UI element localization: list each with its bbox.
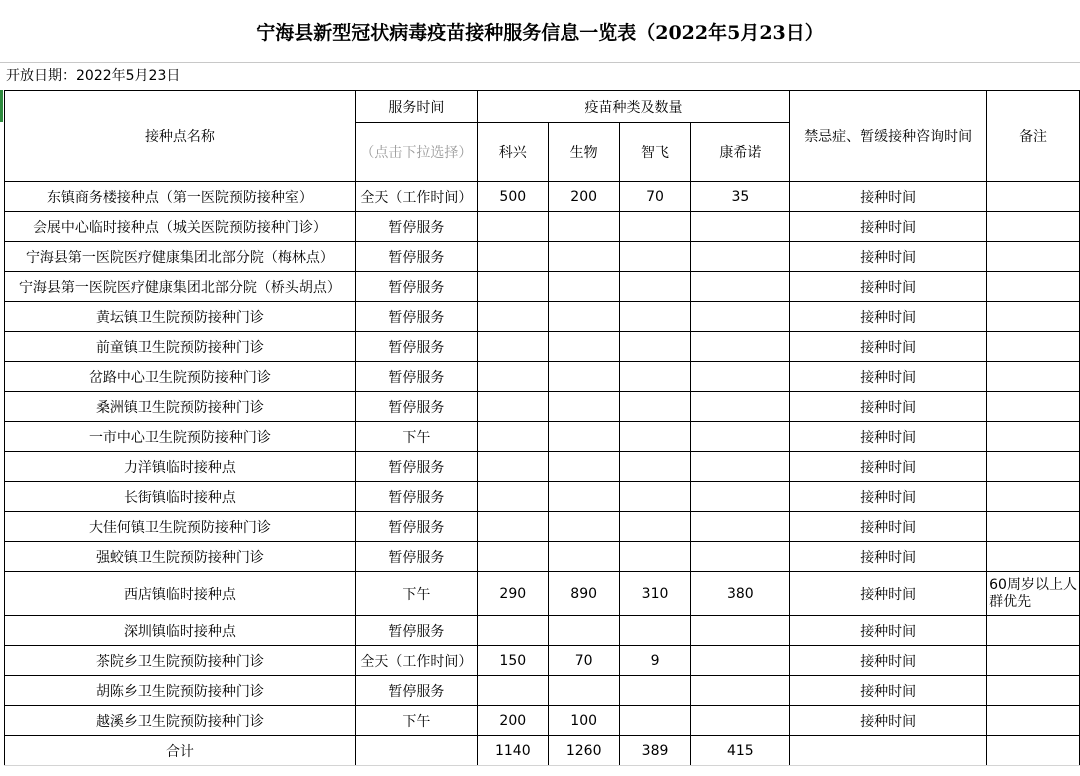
service-time-cell[interactable]: 全天（工作时间） [355,646,477,676]
table-row [5,212,1080,242]
consult-time-cell: 接种时间 [790,542,987,572]
service-time-cell[interactable]: 暂停服务 [355,482,477,512]
table-row [5,422,1080,452]
zhifei-qty-cell [619,302,691,332]
service-time-cell[interactable]: 下午 [355,572,477,616]
consult-time-cell: 接种时间 [790,646,987,676]
shengwu-qty-cell [548,676,619,706]
header-vaccine-zhifei: 智飞 [619,123,691,182]
service-time-cell[interactable]: 暂停服务 [355,512,477,542]
site-name-cell: 胡陈乡卫生院预防接种门诊 [5,676,356,706]
site-name-cell: 东镇商务楼接种点（第一医院预防接种室） [5,182,356,212]
site-name-cell: 宁海县第一医院医疗健康集团北部分院（桥头胡点） [5,272,356,302]
table-row [5,572,1080,616]
kangxinuo-qty-cell [691,392,790,422]
shengwu-qty-cell [548,512,619,542]
consult-time-cell: 接种时间 [790,422,987,452]
service-time-cell[interactable]: 暂停服务 [355,272,477,302]
table-row [5,646,1080,676]
kexing-qty-cell [477,332,548,362]
header-remark: 备注 [987,91,1080,182]
zhifei-qty-cell [619,706,691,736]
service-time-cell[interactable]: 下午 [355,422,477,452]
zhifei-qty-cell [619,272,691,302]
service-time-cell[interactable]: 暂停服务 [355,542,477,572]
zhifei-qty-cell [619,422,691,452]
shengwu-qty-cell [548,272,619,302]
zhifei-qty-cell [619,482,691,512]
table-body [5,182,1080,766]
table-row [5,242,1080,272]
kangxinuo-qty-cell: 380 [691,572,790,616]
remark-cell [987,182,1080,212]
kangxinuo-qty-cell [691,332,790,362]
shengwu-qty-cell [548,302,619,332]
kexing-qty-cell [477,302,548,332]
table-row [5,706,1080,736]
kexing-qty-cell [477,362,548,392]
service-time-cell[interactable]: 下午 [355,706,477,736]
site-name-cell: 岔路中心卫生院预防接种门诊 [5,362,356,392]
total-remark-cell [987,736,1080,766]
zhifei-qty-cell: 310 [619,572,691,616]
header-vaccine-kangxinuo: 康希诺 [691,123,790,182]
shengwu-qty-cell [548,212,619,242]
consult-time-cell: 接种时间 [790,362,987,392]
header-vaccine-kexing: 科兴 [477,123,548,182]
shengwu-qty-cell [548,332,619,362]
kexing-qty-cell: 500 [477,182,548,212]
site-name-cell: 前童镇卫生院预防接种门诊 [5,332,356,362]
shengwu-qty-cell [548,616,619,646]
kangxinuo-qty-cell [691,706,790,736]
consult-time-cell: 接种时间 [790,302,987,332]
remark-cell [987,332,1080,362]
kangxinuo-qty-cell [691,512,790,542]
consult-time-cell: 接种时间 [790,676,987,706]
open-date: 开放日期：2022年5月23日 [6,68,181,84]
kangxinuo-qty-cell [691,482,790,512]
header-consult-time: 禁忌症、暂缓接种咨询时间 [790,91,987,182]
kangxinuo-qty-cell [691,302,790,332]
header-service-time: 服务时间 [355,91,477,123]
remark-cell [987,676,1080,706]
zhifei-qty-cell [619,242,691,272]
site-name-cell: 强蛟镇卫生院预防接种门诊 [5,542,356,572]
kexing-qty-cell [477,242,548,272]
consult-time-cell: 接种时间 [790,392,987,422]
remark-cell [987,452,1080,482]
kangxinuo-qty-cell [691,212,790,242]
kangxinuo-qty-cell [691,616,790,646]
remark-cell [987,646,1080,676]
shengwu-qty-cell [548,542,619,572]
table-row [5,512,1080,542]
site-name-cell: 会展中心临时接种点（城关医院预防接种门诊） [5,212,356,242]
table-row [5,542,1080,572]
site-name-cell: 长街镇临时接种点 [5,482,356,512]
consult-time-cell: 接种时间 [790,512,987,542]
consult-time-cell: 接种时间 [790,332,987,362]
kexing-qty-cell [477,542,548,572]
service-time-cell[interactable]: 暂停服务 [355,242,477,272]
table-row [5,452,1080,482]
active-cell-marker [0,90,3,122]
kexing-qty-cell: 290 [477,572,548,616]
zhifei-qty-cell [619,212,691,242]
kexing-qty-cell [477,482,548,512]
consult-time-cell: 接种时间 [790,452,987,482]
table-row [5,676,1080,706]
service-time-cell[interactable]: 暂停服务 [355,302,477,332]
zhifei-qty-cell: 9 [619,646,691,676]
site-name-cell: 越溪乡卫生院预防接种门诊 [5,706,356,736]
kexing-qty-cell [477,616,548,646]
table-row [5,272,1080,302]
service-time-cell[interactable]: 暂停服务 [355,332,477,362]
site-name-cell: 宁海县第一医院医疗健康集团北部分院（梅林点） [5,242,356,272]
kangxinuo-qty-cell [691,542,790,572]
kangxinuo-qty-cell [691,452,790,482]
consult-time-cell: 接种时间 [790,242,987,272]
service-time-cell[interactable]: 暂停服务 [355,362,477,392]
consult-time-cell: 接种时间 [790,482,987,512]
kangxinuo-qty-cell [691,422,790,452]
service-time-cell[interactable]: 暂停服务 [355,616,477,646]
shengwu-qty-cell [548,242,619,272]
kexing-qty-cell [477,212,548,242]
zhifei-qty-cell [619,616,691,646]
kexing-qty-cell [477,422,548,452]
service-time-dropdown-hint[interactable]: （点击下拉选择） [355,123,477,182]
shengwu-qty-cell [548,362,619,392]
service-time-cell[interactable]: 暂停服务 [355,676,477,706]
zhifei-qty-cell [619,542,691,572]
site-name-cell: 黄坛镇卫生院预防接种门诊 [5,302,356,332]
header-vaccine-shengwu: 生物 [548,123,619,182]
remark-cell [987,212,1080,242]
consult-time-cell: 接种时间 [790,616,987,646]
zhifei-qty-cell [619,452,691,482]
kangxinuo-qty-cell: 35 [691,182,790,212]
site-name-cell: 大佳何镇卫生院预防接种门诊 [5,512,356,542]
remark-cell [987,616,1080,646]
kexing-qty-cell [477,676,548,706]
site-name-cell: 西店镇临时接种点 [5,572,356,616]
zhifei-qty-cell [619,332,691,362]
kexing-qty-cell: 150 [477,646,548,676]
header-vaccine-group: 疫苗种类及数量 [477,91,789,123]
remark-cell [987,482,1080,512]
zhifei-qty-cell [619,392,691,422]
kexing-qty-cell [477,452,548,482]
remark-cell [987,512,1080,542]
service-time-cell[interactable]: 全天（工作时间） [355,182,477,212]
kangxinuo-qty-cell [691,646,790,676]
shengwu-qty-cell [548,392,619,422]
header-site-name: 接种点名称 [5,91,356,182]
consult-time-cell: 接种时间 [790,182,987,212]
total-service-time-cell [355,736,477,766]
total-shengwu-qty-cell: 1260 [548,736,619,766]
shengwu-qty-cell: 100 [548,706,619,736]
total-kexing-qty-cell: 1140 [477,736,548,766]
table-row [5,332,1080,362]
remark-cell [987,362,1080,392]
table-row [5,182,1080,212]
kangxinuo-qty-cell [691,272,790,302]
total-row [5,736,1080,766]
zhifei-qty-cell [619,512,691,542]
shengwu-qty-cell: 200 [548,182,619,212]
remark-cell [987,392,1080,422]
consult-time-cell: 接种时间 [790,572,987,616]
kangxinuo-qty-cell [691,362,790,392]
remark-cell [987,242,1080,272]
total-kangxinuo-qty-cell: 415 [691,736,790,766]
service-time-cell[interactable]: 暂停服务 [355,212,477,242]
kangxinuo-qty-cell [691,676,790,706]
consult-time-cell: 接种时间 [790,272,987,302]
remark-cell [987,272,1080,302]
remark-cell: 60周岁以上人群优先 [987,572,1080,616]
total-consult-time-cell [790,736,987,766]
table-row [5,362,1080,392]
zhifei-qty-cell [619,362,691,392]
remark-cell [987,706,1080,736]
kangxinuo-qty-cell [691,242,790,272]
total-zhifei-qty-cell: 389 [619,736,691,766]
site-name-cell: 深圳镇临时接种点 [5,616,356,646]
shengwu-qty-cell [548,452,619,482]
zhifei-qty-cell: 70 [619,182,691,212]
table-row [5,482,1080,512]
kexing-qty-cell: 200 [477,706,548,736]
consult-time-cell: 接种时间 [790,212,987,242]
total-site-name-cell: 合计 [5,736,356,766]
service-time-cell[interactable]: 暂停服务 [355,392,477,422]
shengwu-qty-cell [548,422,619,452]
page-title: 宁海县新型冠状病毒疫苗接种服务信息一览表（2022年5月23日） [0,0,1080,63]
table-row [5,392,1080,422]
shengwu-qty-cell: 70 [548,646,619,676]
consult-time-cell: 接种时间 [790,706,987,736]
remark-cell [987,302,1080,332]
table-row [5,616,1080,646]
kexing-qty-cell [477,392,548,422]
site-name-cell: 力洋镇临时接种点 [5,452,356,482]
shengwu-qty-cell: 890 [548,572,619,616]
service-time-cell[interactable]: 暂停服务 [355,452,477,482]
site-name-cell: 茶院乡卫生院预防接种门诊 [5,646,356,676]
table-row [5,302,1080,332]
zhifei-qty-cell [619,676,691,706]
shengwu-qty-cell [548,482,619,512]
site-name-cell: 桑洲镇卫生院预防接种门诊 [5,392,356,422]
kexing-qty-cell [477,512,548,542]
remark-cell [987,542,1080,572]
kexing-qty-cell [477,272,548,302]
remark-cell [987,422,1080,452]
vaccination-table [4,90,1080,766]
site-name-cell: 一市中心卫生院预防接种门诊 [5,422,356,452]
